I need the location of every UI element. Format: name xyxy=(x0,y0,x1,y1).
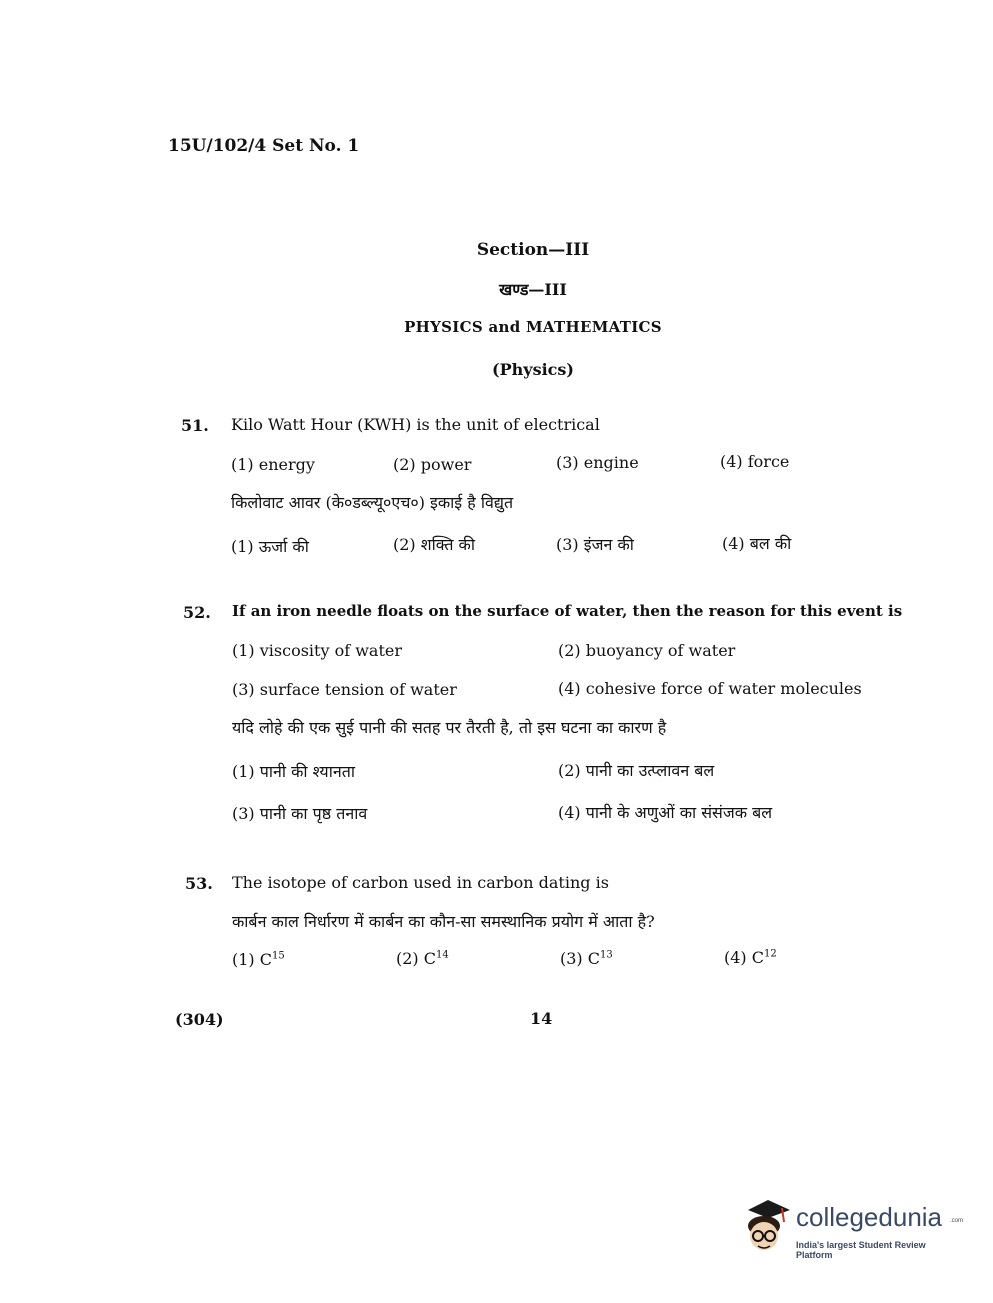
subject-heading: PHYSICS and MATHEMATICS xyxy=(404,318,662,336)
question-number: 52. xyxy=(183,603,211,622)
option-1: (1) viscosity of water xyxy=(232,641,403,660)
option-1-hindi: (1) पानी की श्यानता xyxy=(232,762,355,781)
page-number: 14 xyxy=(530,1009,553,1028)
subject-subheading: (Physics) xyxy=(492,360,574,379)
option-2: (2) $C^{14}$ xyxy=(396,949,449,968)
question-text: The isotope of carbon used in carbon dating is xyxy=(232,873,609,892)
option-2-hindi: (2) शक्ति की xyxy=(393,535,475,554)
brand-domain: .com xyxy=(950,1218,964,1224)
option-2: (2) buoyancy of water xyxy=(558,641,736,660)
option-4: (4) $C^{12}$ xyxy=(724,948,777,967)
question-number: 51. xyxy=(181,416,209,435)
option-2: (2) power xyxy=(393,455,472,474)
option-3-hindi: (3) पानी का पृष्ठ तनाव xyxy=(232,804,368,823)
option-1: (1) $C^{15}$ xyxy=(232,950,285,969)
question-number: 53. xyxy=(185,874,213,893)
option-1: (1) energy xyxy=(231,455,315,474)
option-1-hindi: (1) ऊर्जा की xyxy=(231,537,309,556)
option-3-hindi: (3) इंजन की xyxy=(556,535,634,554)
paper-code: 15U/102/4 Set No. 1 xyxy=(168,136,360,156)
question-text-hindi: कार्बन काल निर्धारण में कार्बन का कौन-सा समस्थानिक प्रयोग में आता है? xyxy=(232,912,655,931)
section-title-hindi: खण्ड—III xyxy=(499,280,567,299)
option-4-hindi: (4) बल की xyxy=(722,534,792,553)
collegedunia-logo xyxy=(738,1196,963,1260)
option-4: (4) cohesive force of water molecules xyxy=(558,679,862,698)
section-title: Section—III xyxy=(476,240,590,260)
brand-name: collegedunia xyxy=(796,1202,943,1232)
option-2-hindi: (2) पानी का उत्प्लावन बल xyxy=(558,761,715,780)
brand-tagline: India's largest Student Review Platform xyxy=(796,1240,926,1260)
option-4: (4) force xyxy=(720,452,790,471)
question-text: If an iron needle floats on the surface of water, then the reason for this event is xyxy=(232,602,903,620)
option-3: (3) $C^{13}$ xyxy=(560,949,613,968)
option-3: (3) surface tension of water xyxy=(232,680,457,699)
option-4-hindi: (4) पानी के अणुओं का संसंजक बल xyxy=(558,803,773,822)
mascot-icon xyxy=(738,1196,794,1256)
question-text-hindi: किलोवाट आवर (के०डब्ल्यू०एच०) इकाई है विद्युत xyxy=(231,493,514,512)
question-text: Kilo Watt Hour (KWH) is the unit of electrical xyxy=(231,415,600,434)
footer-code: (304) xyxy=(175,1010,224,1029)
question-text-hindi: यदि लोहे की एक सुई पानी की सतह पर तैरती है, तो इस घटना का कारण है xyxy=(232,718,667,737)
option-3: (3) engine xyxy=(556,453,639,472)
